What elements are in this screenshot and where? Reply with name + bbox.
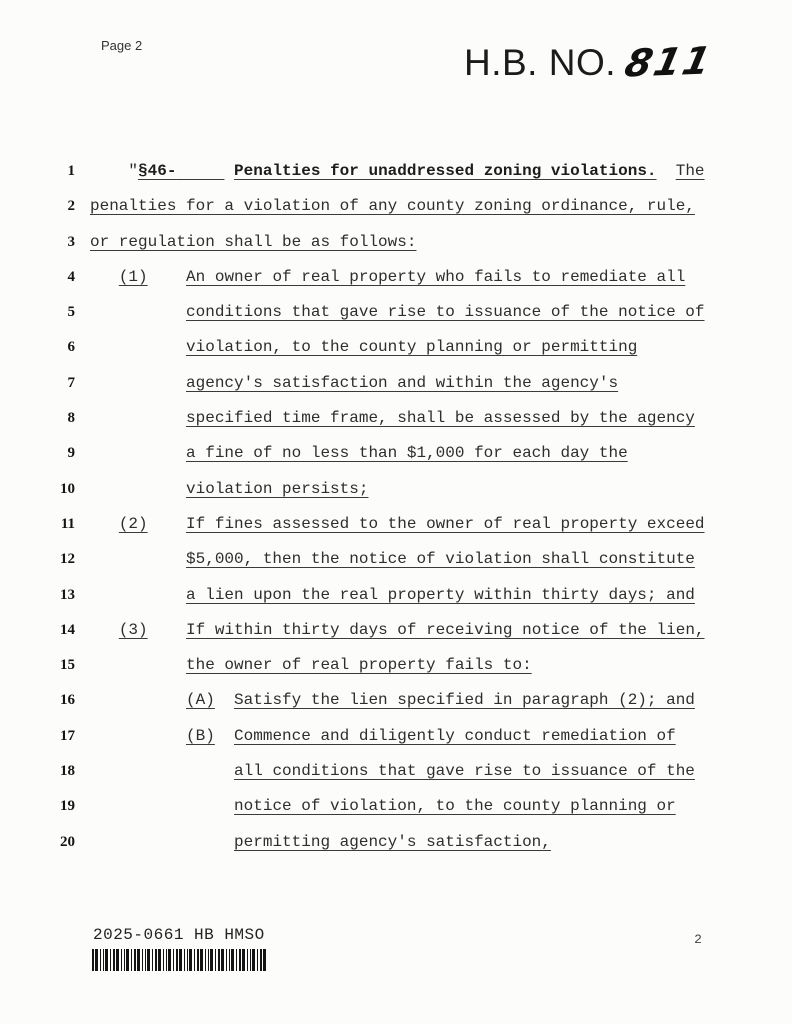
line-text: a lien upon the real property within thirty days; and [186, 585, 695, 604]
text-line [0, 372, 792, 407]
line-number: 11 [60, 515, 75, 532]
line-number: 17 [60, 727, 75, 744]
line-number: 16 [60, 692, 75, 709]
bill-title: H.B. NO. [464, 42, 617, 83]
text-line [0, 266, 792, 301]
line-number: 18 [60, 763, 75, 780]
page-label: Page 2 [101, 38, 143, 53]
line-number: 8 [67, 410, 75, 427]
text-line [0, 619, 792, 654]
line-text: (3) If within thirty days of receiving notice of the lien, [118, 620, 705, 639]
document-code: 2025-0661 HB HMSO [93, 926, 265, 944]
line-number: 1 [67, 163, 75, 179]
line-number: 15 [60, 657, 75, 674]
line-text: permitting agency's satisfaction, [234, 832, 551, 851]
text-line [0, 760, 792, 795]
text-line [0, 301, 792, 336]
text-line [0, 195, 792, 230]
bill-number-handwritten: 811 [620, 38, 717, 86]
line-text: (A) Satisfy the lien specified in paragraph (2); and [186, 691, 695, 710]
text-line [0, 513, 792, 548]
line-number: 10 [60, 480, 75, 497]
line-number: 20 [60, 833, 75, 850]
text-line [0, 548, 792, 583]
line-number: 6 [67, 339, 75, 356]
line-text: specified time frame, shall be assessed by the agency [186, 409, 695, 428]
line-text: $5,000, then the notice of violation shall constitute [186, 550, 695, 569]
line-text: (2) If fines assessed to the owner of real property exceed [118, 514, 705, 533]
line-number: 3 [67, 233, 75, 250]
line-number: 19 [60, 798, 75, 815]
line-text: (1) An owner of real property who fails to remediate all [118, 267, 686, 286]
text-line [0, 336, 792, 371]
line-text: or regulation shall be as follows: [90, 232, 417, 251]
line-text: violation, to the county planning or permitting [186, 338, 638, 357]
text-line [0, 160, 792, 195]
line-number: 12 [60, 551, 75, 568]
text-line [0, 407, 792, 442]
text-line [0, 689, 792, 724]
line-text: a fine of no less than $1,000 for each day the [186, 444, 628, 463]
line-text: all conditions that gave rise to issuance of the [234, 762, 695, 781]
line-text: agency's satisfaction and within the agency's [186, 373, 619, 392]
line-text: the owner of real property fails to: [186, 656, 532, 675]
bill-header [464, 38, 717, 86]
text-line [0, 725, 792, 760]
line-text: "§46- Penalties for unaddressed zoning violations. The [90, 162, 705, 180]
text-line [0, 584, 792, 619]
text-line [0, 795, 792, 830]
line-text: penalties for a violation of any county zoning ordinance, rule, [90, 197, 695, 216]
line-text: notice of violation, to the county planning or [234, 797, 676, 816]
line-number: 5 [67, 304, 75, 321]
text-line [0, 831, 792, 866]
line-number: 2 [67, 198, 75, 215]
text-line [0, 442, 792, 477]
text-line [0, 478, 792, 513]
line-text: violation persists; [186, 479, 369, 498]
line-number: 13 [60, 586, 75, 603]
barcode [92, 949, 266, 971]
line-number: 4 [67, 268, 75, 285]
bill-text-lines [0, 160, 792, 866]
line-text: conditions that gave rise to issuance of the notice of [186, 303, 705, 322]
line-number: 7 [67, 374, 75, 391]
line-number: 14 [60, 621, 75, 638]
text-line [0, 654, 792, 689]
page-number: 2 [694, 932, 702, 947]
text-line [0, 231, 792, 266]
line-text: (B) Commence and diligently conduct remediation of [186, 726, 676, 745]
line-number: 9 [67, 445, 75, 462]
